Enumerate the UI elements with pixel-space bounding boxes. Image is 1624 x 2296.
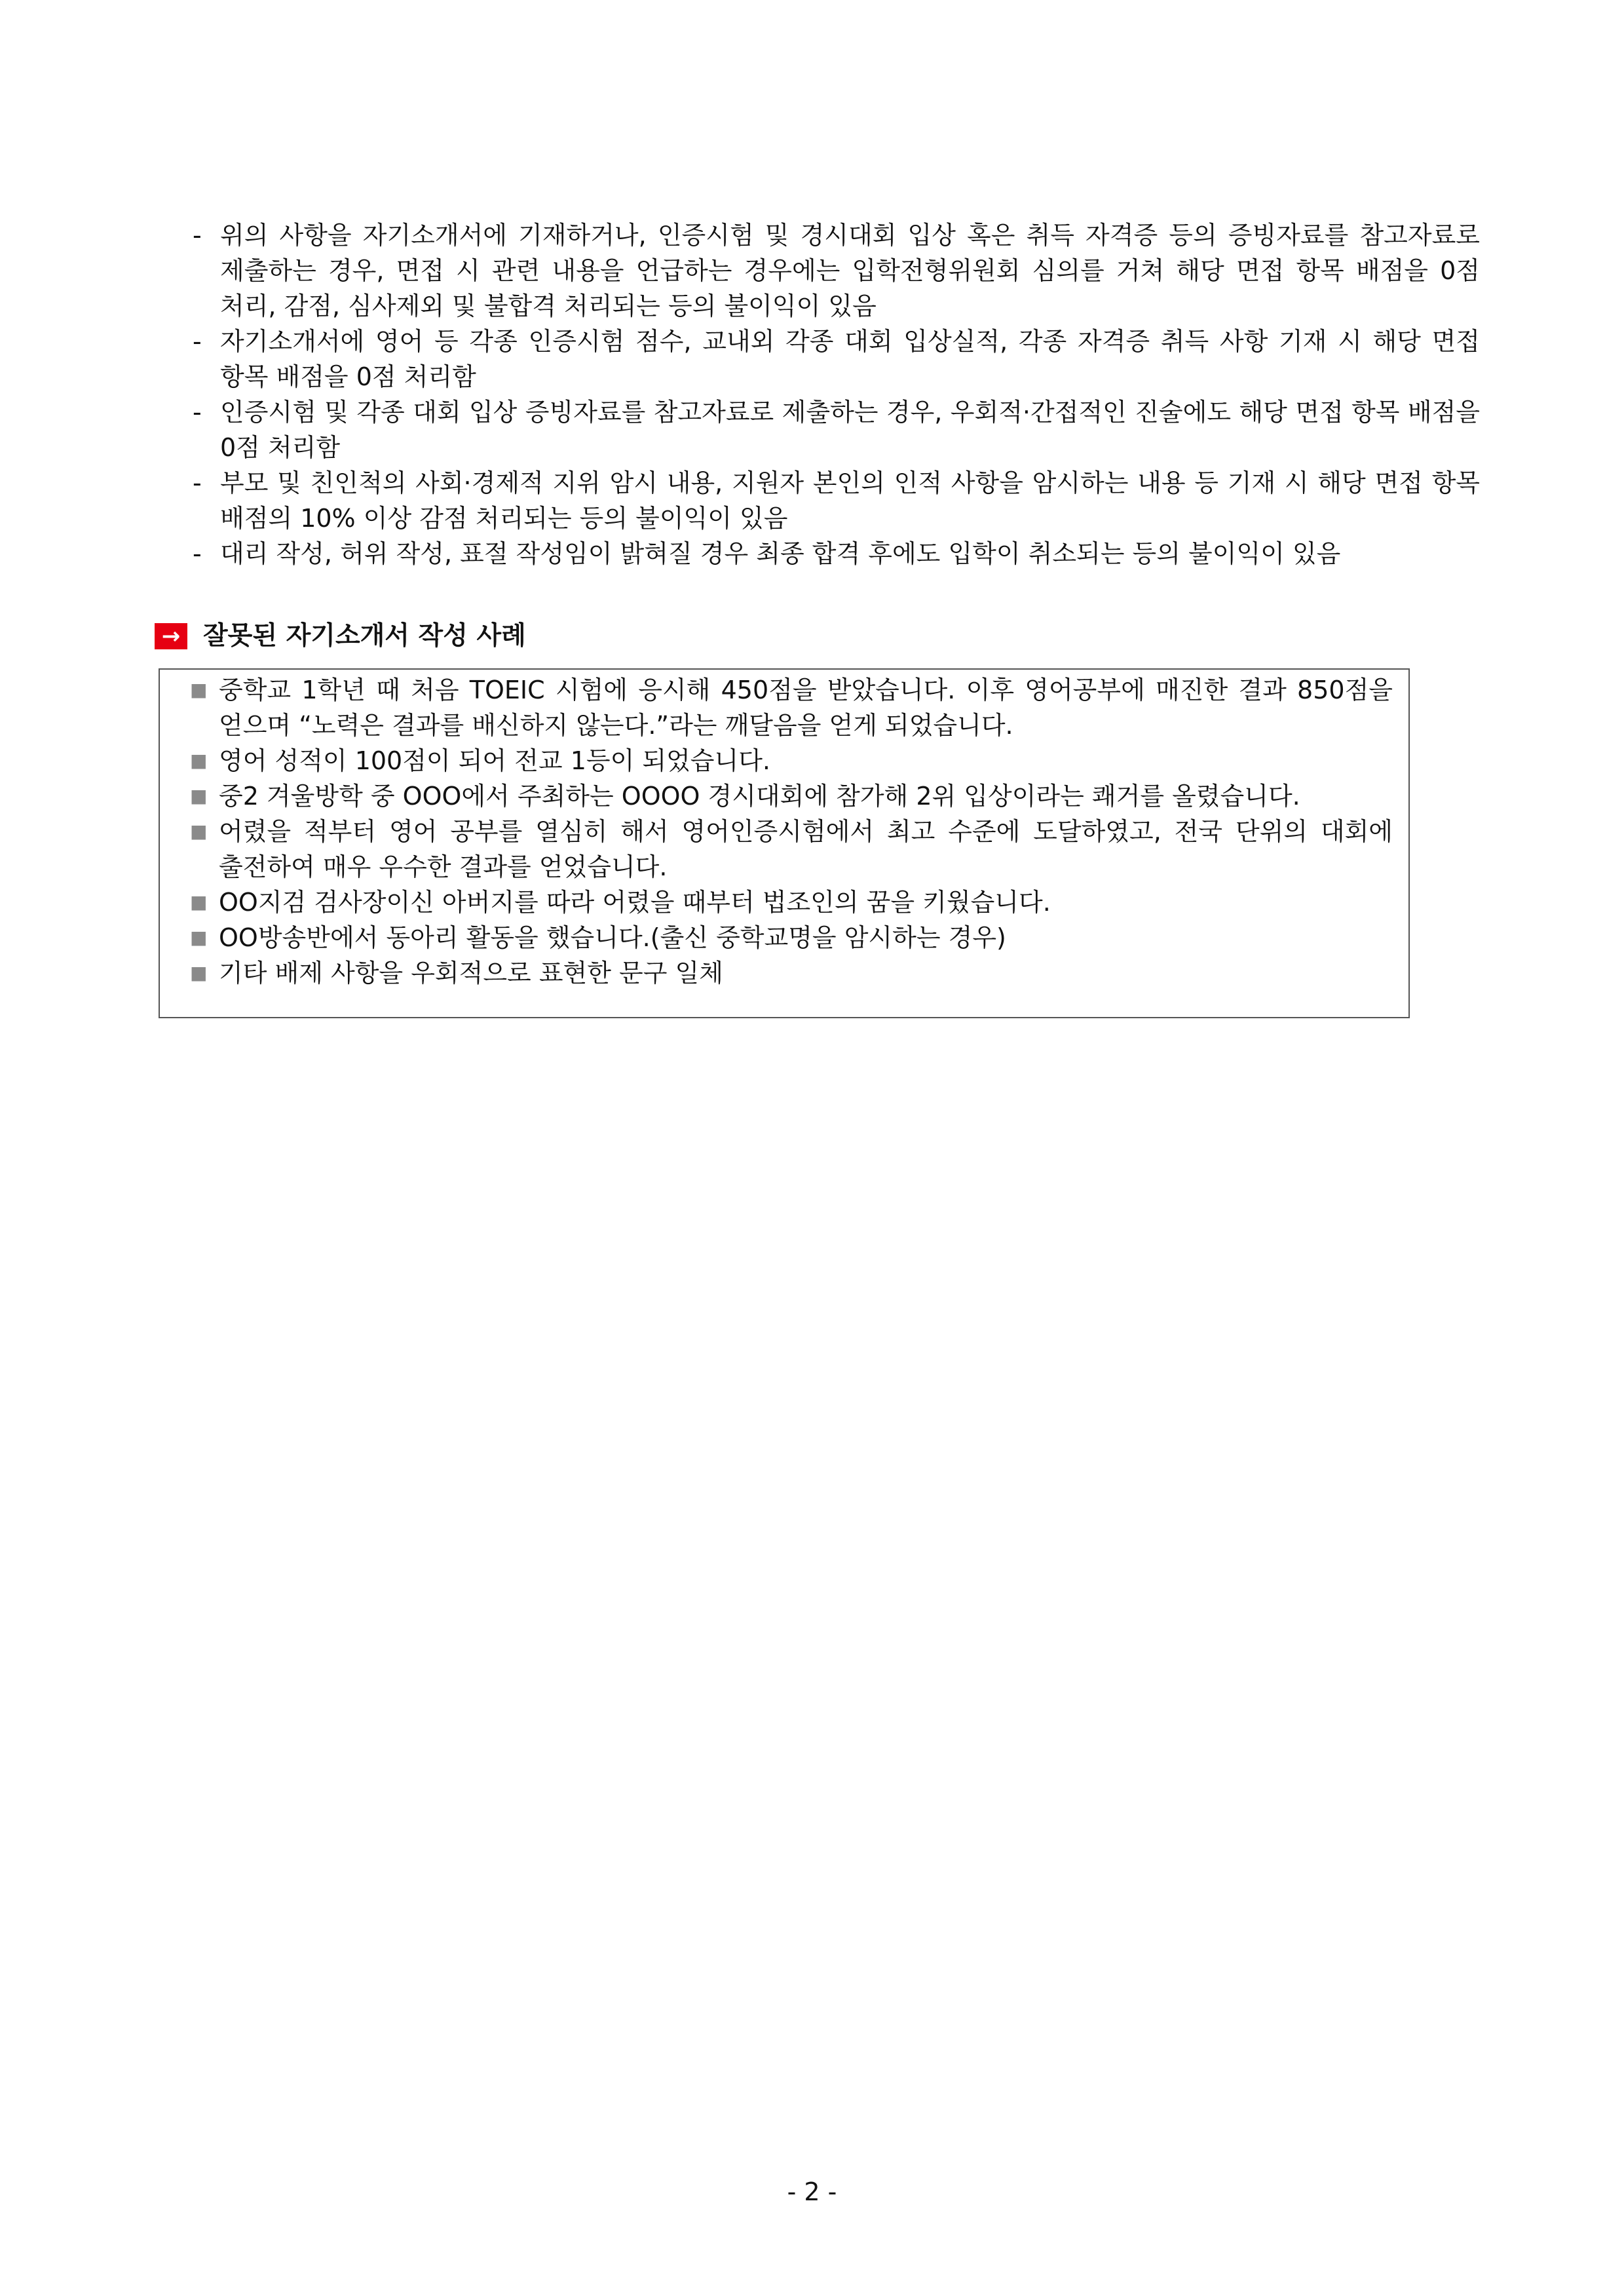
- example-text: OO지검 검사장이신 아버지를 따라 어렸을 때부터 법조인의 꿈을 키웠습니다.: [219, 888, 1051, 917]
- square-bullet-icon: ■: [190, 820, 208, 842]
- example-item: [190, 743, 1393, 778]
- example-text: 중2 겨울방학 중 OOO에서 주최하는 OOOO 경시대회에 참가해 2위 입상이라는 쾌거를 올렸습니다.: [219, 782, 1300, 811]
- dash-marker: -: [193, 539, 202, 568]
- notes-list: [193, 218, 1480, 571]
- note-item: [193, 324, 1480, 394]
- dash-marker: -: [193, 327, 202, 356]
- example-item: [190, 885, 1393, 920]
- note-item: [193, 218, 1480, 324]
- square-bullet-icon: ■: [190, 962, 208, 984]
- arrow-right-icon: →: [155, 623, 187, 649]
- example-item: [190, 814, 1393, 885]
- square-bullet-icon: ■: [190, 679, 208, 700]
- section-title: 잘못된 자기소개서 작성 사례: [203, 621, 526, 651]
- dash-marker: -: [193, 221, 202, 250]
- example-text: 중학교 1학년 때 처음 TOEIC 시험에 응시해 450점을 받았습니다. 이후 영어공부에 매진한 결과 850점을 얻으며 “노력은 결과를 배신하지 않는다.”라는 깨달음을 얻게 되었습니다.: [219, 676, 1393, 740]
- page-number: - 2 -: [787, 2177, 837, 2206]
- note-item: [193, 394, 1480, 465]
- note-text: 부모 및 친인척의 사회·경제적 지위 암시 내용, 지원자 본인의 인적 사항을 암시하는 내용 등 기재 시 해당 면접 항목 배점의 10% 이상 감점 처리되는 등의 불이익이 있음: [220, 469, 1480, 533]
- section-heading: [155, 619, 526, 654]
- example-text: 영어 성적이 100점이 되어 전교 1등이 되었습니다.: [219, 746, 771, 775]
- example-text: OO방송반에서 동아리 활동을 했습니다.(출신 중학교명을 암시하는 경우): [219, 923, 1006, 952]
- example-item: [190, 672, 1393, 743]
- note-text: 인증시험 및 각종 대회 입상 증빙자료를 참고자료로 제출하는 경우, 우회적·간접적인 진술에도 해당 면접 항목 배점을 0점 처리함: [220, 398, 1480, 462]
- note-item: [193, 465, 1480, 536]
- example-item: [190, 778, 1393, 814]
- square-bullet-icon: ■: [190, 927, 208, 948]
- square-bullet-icon: ■: [190, 785, 208, 807]
- square-bullet-icon: ■: [190, 891, 208, 913]
- example-text: 기타 배제 사항을 우회적으로 표현한 문구 일체: [219, 959, 723, 987]
- note-text: 자기소개서에 영어 등 각종 인증시험 점수, 교내외 각종 대회 입상실적, 각종 자격증 취득 사항 기재 시 해당 면접 항목 배점을 0점 처리함: [220, 327, 1480, 391]
- note-text: 위의 사항을 자기소개서에 기재하거나, 인증시험 및 경시대회 입상 혹은 취득 자격증 등의 증빙자료를 참고자료로 제출하는 경우, 면접 시 관련 내용을 언급하는 경우에는 입학전형위원회 심의를 거쳐 해당 면접 항목 배점을 0점 처리, 감점, 심사제외 및 불합격 처리되는 등의 불이익이 있음: [220, 221, 1480, 320]
- example-item: [190, 955, 1393, 991]
- examples-box: [159, 668, 1410, 1018]
- example-text: 어렸을 적부터 영어 공부를 열심히 해서 영어인증시험에서 최고 수준에 도달하였고, 전국 단위의 대회에 출전하여 매우 우수한 결과를 얻었습니다.: [219, 817, 1393, 881]
- square-bullet-icon: ■: [190, 750, 208, 771]
- note-text: 대리 작성, 허위 작성, 표절 작성임이 밝혀질 경우 최종 합격 후에도 입학이 취소되는 등의 불이익이 있음: [220, 539, 1341, 568]
- example-item: [190, 920, 1393, 955]
- dash-marker: -: [193, 469, 202, 497]
- dash-marker: -: [193, 398, 202, 427]
- note-item: [193, 536, 1480, 571]
